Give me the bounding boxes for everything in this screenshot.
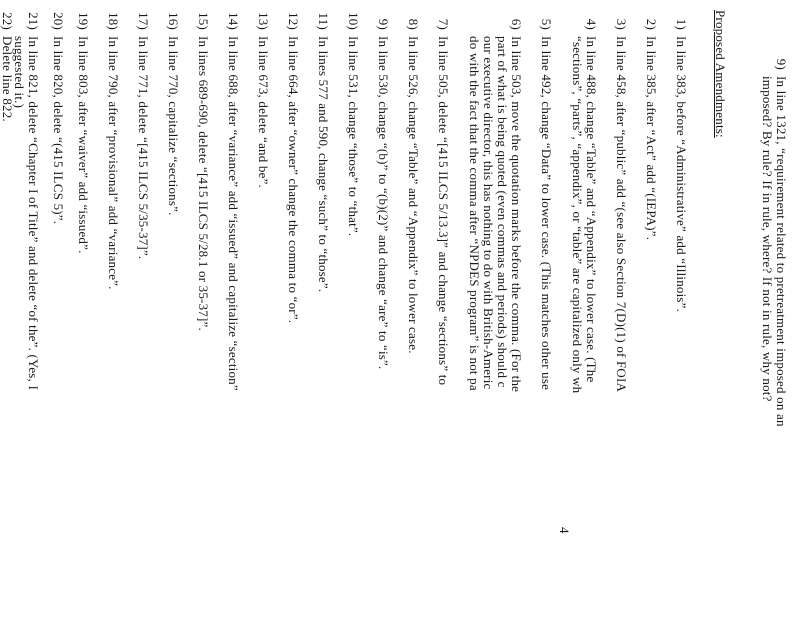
item-number: 12) xyxy=(286,12,301,30)
item-text-line: In line 1321, “requirement related to pretreatment imposed on an xyxy=(774,76,789,427)
item-number: 11) xyxy=(316,12,331,30)
section-heading: Proposed Amendments: xyxy=(713,10,728,138)
item-text-line: In line 385, after “Act” add “(IEPA)”. xyxy=(644,36,659,241)
item-text-line: In line 820, delete “(415 ILCS 5)”. xyxy=(51,36,66,225)
item-text-line: imposed? By rule? If in rule, where? If not in rule, why not? xyxy=(760,76,775,402)
item-text-line: In line 488, change “Table” and “Appendix” to lower case. (The xyxy=(584,36,599,383)
item-text-line xyxy=(0,36,1,255)
item-number: 8) xyxy=(406,18,421,30)
item-text-line: In lines 577 and 590, change “such” to “those”. xyxy=(316,36,331,293)
item-number xyxy=(0,2,1,30)
item-text-line: “sections”, “parts”, “appendix”, or “table” are capitalized only wh xyxy=(570,36,585,394)
item-number: 10) xyxy=(346,12,361,30)
item-number: 20) xyxy=(51,12,66,30)
item-number: 14) xyxy=(226,12,241,30)
item-number: 9) xyxy=(774,58,789,70)
item-text-line: In line 503, move the quotation marks before the comma. (For the xyxy=(509,36,524,393)
item-number: 1) xyxy=(674,18,689,30)
item-number: 16) xyxy=(166,12,181,30)
item-text-line: part of what is being quoted (even commas and periods) should c xyxy=(495,36,510,388)
item-number: 18) xyxy=(106,12,121,30)
item-number: 21) xyxy=(26,12,41,30)
item-text-line: In line 790, after “provisional” add “variance”. xyxy=(106,36,121,290)
item-text-line: In line 530, change “(b)” to “(b)(2)” and change “are” to “is”. xyxy=(376,36,391,370)
item-text-line: In line 771, delete “[415 ILCS 5/35-37]”. xyxy=(136,36,151,260)
item-text-line: In line 664, after “owner” change the comma to “or”. xyxy=(286,36,301,324)
item-text-line: In line 673, delete “and be”. xyxy=(256,36,271,188)
item-number: 2) xyxy=(644,18,659,30)
item-number: 22) xyxy=(0,12,15,30)
item-number: 3) xyxy=(614,18,629,30)
item-number: 6) xyxy=(509,18,524,30)
item-text-line: In line 505, delete “[415 ILCS 5/13.3]” and change “sections” to xyxy=(436,36,451,386)
item-number: 9) xyxy=(376,18,391,30)
item-number: 7) xyxy=(436,18,451,30)
item-text-line: In lines 689-690, delete “[415 ILCS 5/28.1 or 35-37]”. xyxy=(196,36,211,331)
item-text-line: In line 531, change “those” to “that”. xyxy=(346,36,361,237)
item-text-line: In line 821, delete “Chapter I of Title” and delete “of the”. (Yes, I xyxy=(26,36,41,390)
item-text-line: In line 770, capitalize “sections”. xyxy=(166,36,181,216)
item-number: 4) xyxy=(584,18,599,30)
item-text-line: In line 803, after “waiver” add “issued”. xyxy=(76,36,91,254)
item-number: 5) xyxy=(539,18,554,30)
item-number: 15) xyxy=(196,12,211,30)
item-text-line: Delete line 822. xyxy=(0,36,15,122)
page-number: 4 xyxy=(557,527,572,534)
item-number: 19) xyxy=(76,12,91,30)
item-text-line: In line 526, change “Table” and “Appendix” to lower case. xyxy=(406,36,421,354)
item-number: 13) xyxy=(256,12,271,30)
item-text-line: In line 688, after “variance” add “issued” and capitalize “section” xyxy=(226,36,241,391)
item-text-line: In line 492, change “Data” to lower case. (This matches other use xyxy=(539,36,554,391)
item-text-line: In line 458, after “public” add “(see also Section 7(D)(1) of FOIA xyxy=(614,36,629,393)
item-text-line: In line 383, before “Administrative” add “Illinois”. xyxy=(674,36,689,313)
item-text-line: do with the fact that the comma after “NPDES program” is not pa xyxy=(467,36,482,391)
item-number: 17) xyxy=(136,12,151,30)
item-text-line: our executive director, this has nothing to do with British-Americ xyxy=(481,36,496,390)
item-text-line: suggested it.) xyxy=(12,36,27,109)
